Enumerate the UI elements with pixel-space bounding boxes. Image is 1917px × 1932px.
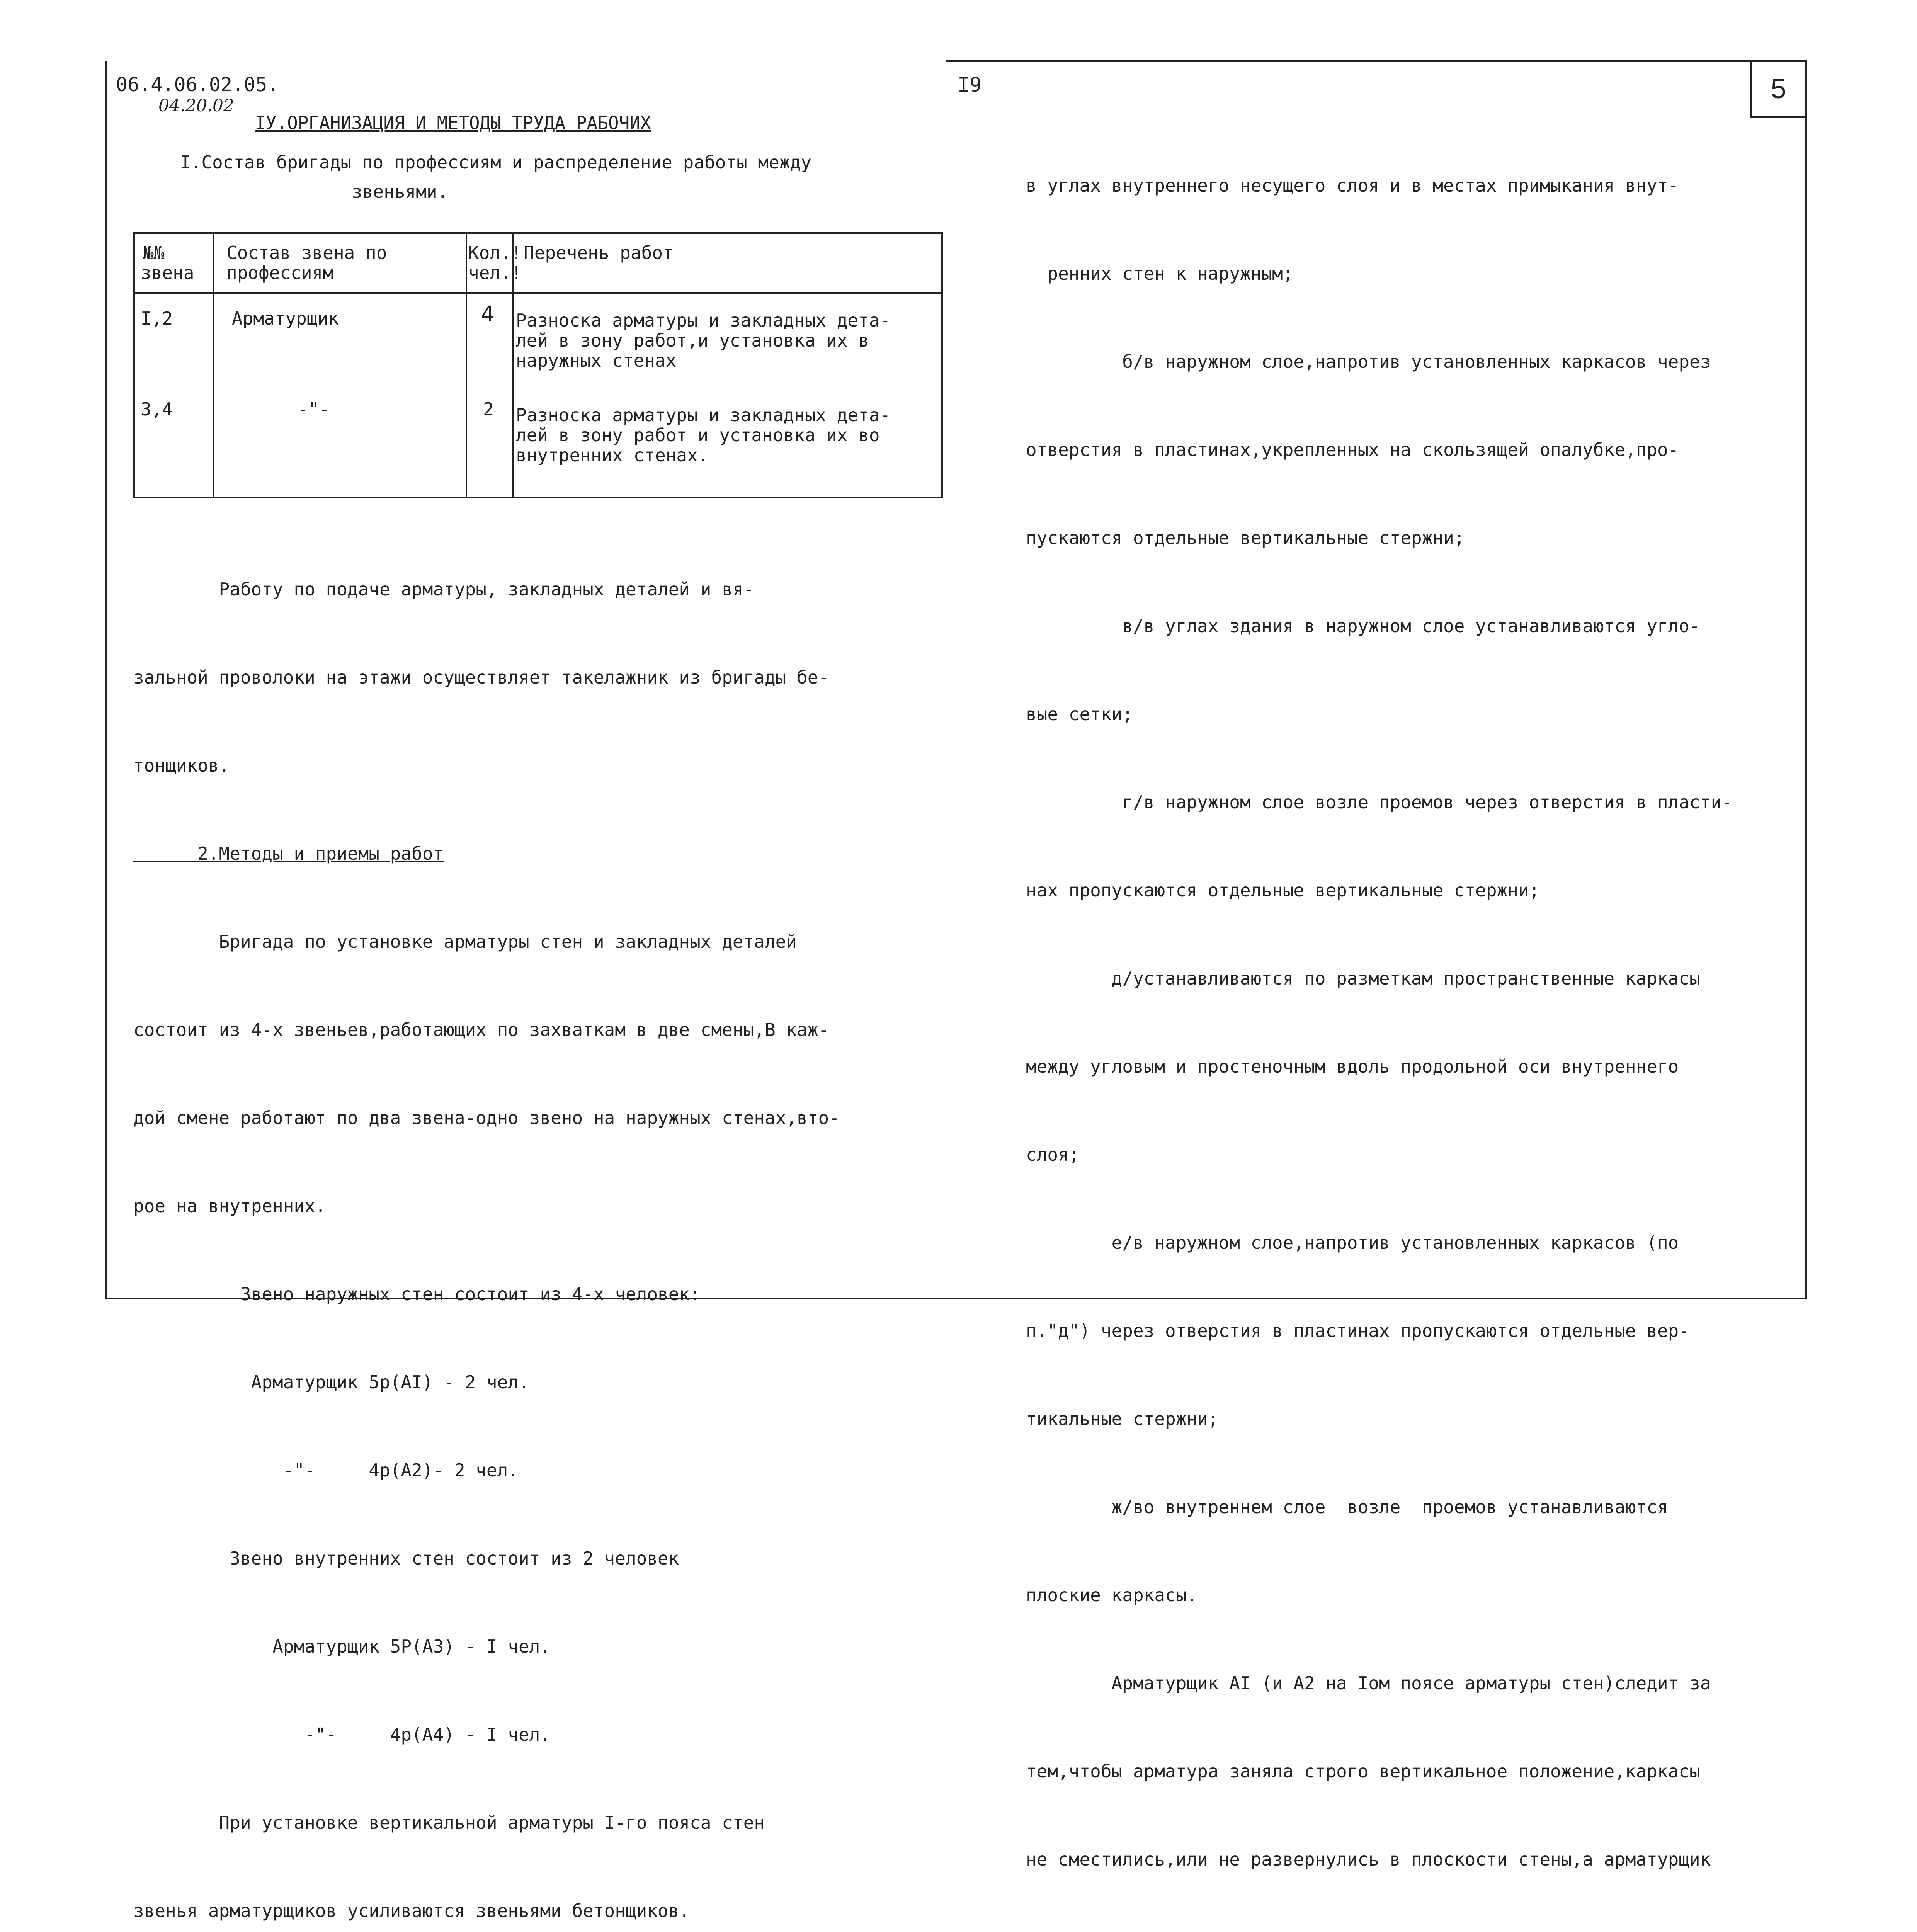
text-line: между угловым и простеночным вдоль продольной оси внутреннего (1026, 1056, 1679, 1077)
text-line: в/в углах здания в наружном слое устанавливаются угло- (1026, 616, 1700, 636)
text-line: Звено внутренних стен состоит из 2 человек (133, 1548, 679, 1569)
header-composition-line1: Состав звена по (226, 242, 387, 263)
text-line: зальной проволоки на этажи осуществляет такелажник из бригады бе- (133, 667, 829, 688)
text-line: Звено наружных стен состоит из 4-х человек: (133, 1284, 701, 1304)
crew-table (133, 232, 943, 498)
subsection-heading: I.Состав бригады по профессиям и распределение работы между (180, 152, 811, 173)
header-quantity-line1: Кол.! (468, 242, 522, 263)
right-column-text (1026, 112, 1806, 1932)
subsection-heading-cont: звеньями. (352, 181, 448, 202)
subsection-heading-methods: 2.Методы и приемы работ (133, 843, 444, 864)
table-row-1-works-line2: лей в зону работ,и установка их в (516, 330, 869, 351)
text-line: п."д") через отверстия в пластинах пропускаются отдельные вер- (1026, 1320, 1690, 1341)
text-line: Арматурщик АI (и А2 на Iом поясе арматуры стен)следит за (1026, 1673, 1711, 1694)
text-line: ренних стен к наружным; (1026, 263, 1294, 284)
table-col-divider (466, 234, 467, 497)
page-number: I9 (958, 73, 982, 97)
table-row-1-composition: Арматурщик (232, 308, 339, 329)
table-row-1-works-line3: наружных стенах (516, 350, 677, 371)
text-line: тем,чтобы арматура заняла строго вертикальное положение,каркасы (1026, 1761, 1700, 1782)
table-header-divider (135, 292, 941, 294)
text-line: Бригада по установке арматуры стен и закладных деталей (133, 931, 797, 952)
text-line: Работу по подаче арматуры, закладных деталей и вя- (133, 579, 754, 600)
header-num-line1: №№ (143, 242, 165, 263)
table-row-2-composition: -"- (298, 399, 330, 420)
section-title: IУ.ОРГАНИЗАЦИЯ И МЕТОДЫ ТРУДА РАБОЧИХ (255, 112, 651, 133)
text-line: При установке вертикальной арматуры I-го пояса стен (133, 1812, 765, 1833)
sheet-number-box (1750, 61, 1805, 118)
text-line: дой смене работают по два звена-одно звено на наружных стенах,вто- (133, 1107, 840, 1128)
text-line: отверстия в пластинах,укрепленных на скользящей опалубке,про- (1026, 439, 1679, 460)
text-line: тонщиков. (133, 755, 230, 776)
text-line: г/в наружном слое возле проемов через отверстия в пласти- (1026, 792, 1732, 813)
text-line: Арматурщик 5р(АI) - 2 чел. (133, 1372, 529, 1393)
table-row-2-works-line3: внутренних стенах. (516, 445, 709, 466)
header-composition-line2: профессиям (226, 262, 333, 283)
text-line: не сместились,или не развернулись в плоскости стены,а арматурщик (1026, 1849, 1711, 1870)
text-line: рое на внутренних. (133, 1196, 326, 1216)
text-line: -"- 4р(А2)- 2 чел. (133, 1460, 519, 1481)
document-code-handwritten: 04.20.02 (158, 96, 234, 116)
text-line: тикальные стержни; (1026, 1408, 1219, 1429)
table-row-1-works-line1: Разноска арматуры и закладных дета- (516, 310, 891, 331)
text-line: б/в наружном слое,напротив установленных каркасов через (1026, 351, 1711, 372)
text-line: -"- 4р(А4) - I чел. (133, 1724, 551, 1745)
text-line: ж/во внутреннем слое возле проемов устанавливаются (1026, 1497, 1668, 1517)
text-line: состоит из 4-х звеньев,работающих по захваткам в две смены,В каж- (133, 1019, 829, 1040)
text-line: плоские каркасы. (1026, 1585, 1197, 1605)
table-row-2-num: 3,4 (141, 399, 173, 420)
frame-top-border (946, 60, 1807, 62)
text-line: вые сетки; (1026, 704, 1133, 724)
table-row-2-works-line1: Разноска арматуры и закладных дета- (516, 405, 891, 425)
text-line: в углах внутреннего несущего слоя и в местах примыкания внут- (1026, 175, 1679, 196)
table-row-1-quantity: 4 (481, 302, 494, 327)
left-column-text (133, 516, 945, 1932)
text-line: слоя; (1026, 1144, 1080, 1165)
text-line: нах пропускаются отдельные вертикальные стержни; (1026, 880, 1540, 901)
text-line: пускаются отдельные вертикальные стержни; (1026, 527, 1465, 548)
table-row-2-quantity: 2 (483, 399, 494, 420)
header-quantity-line2: чел.! (468, 262, 522, 283)
header-num-line2: звена (141, 262, 194, 283)
text-line: Арматурщик 5Р(А3) - I чел. (133, 1636, 551, 1657)
table-row-1-num: I,2 (141, 308, 173, 329)
text-line: д/устанавливаются по разметкам пространственные каркасы (1026, 968, 1700, 989)
table-col-divider (213, 234, 214, 497)
header-works: Перечень работ (524, 242, 674, 263)
document-code: 06.4.06.02.05. (116, 73, 279, 96)
sheet-number: 5 (1771, 73, 1786, 104)
frame-left-border (105, 61, 107, 1299)
text-line: звенья арматурщиков усиливаются звеньями бетонщиков. (133, 1900, 690, 1921)
table-row-2-works-line2: лей в зону работ и установка их во (516, 425, 880, 446)
text-line: е/в наружном слое,напротив установленных каркасов (по (1026, 1232, 1679, 1253)
